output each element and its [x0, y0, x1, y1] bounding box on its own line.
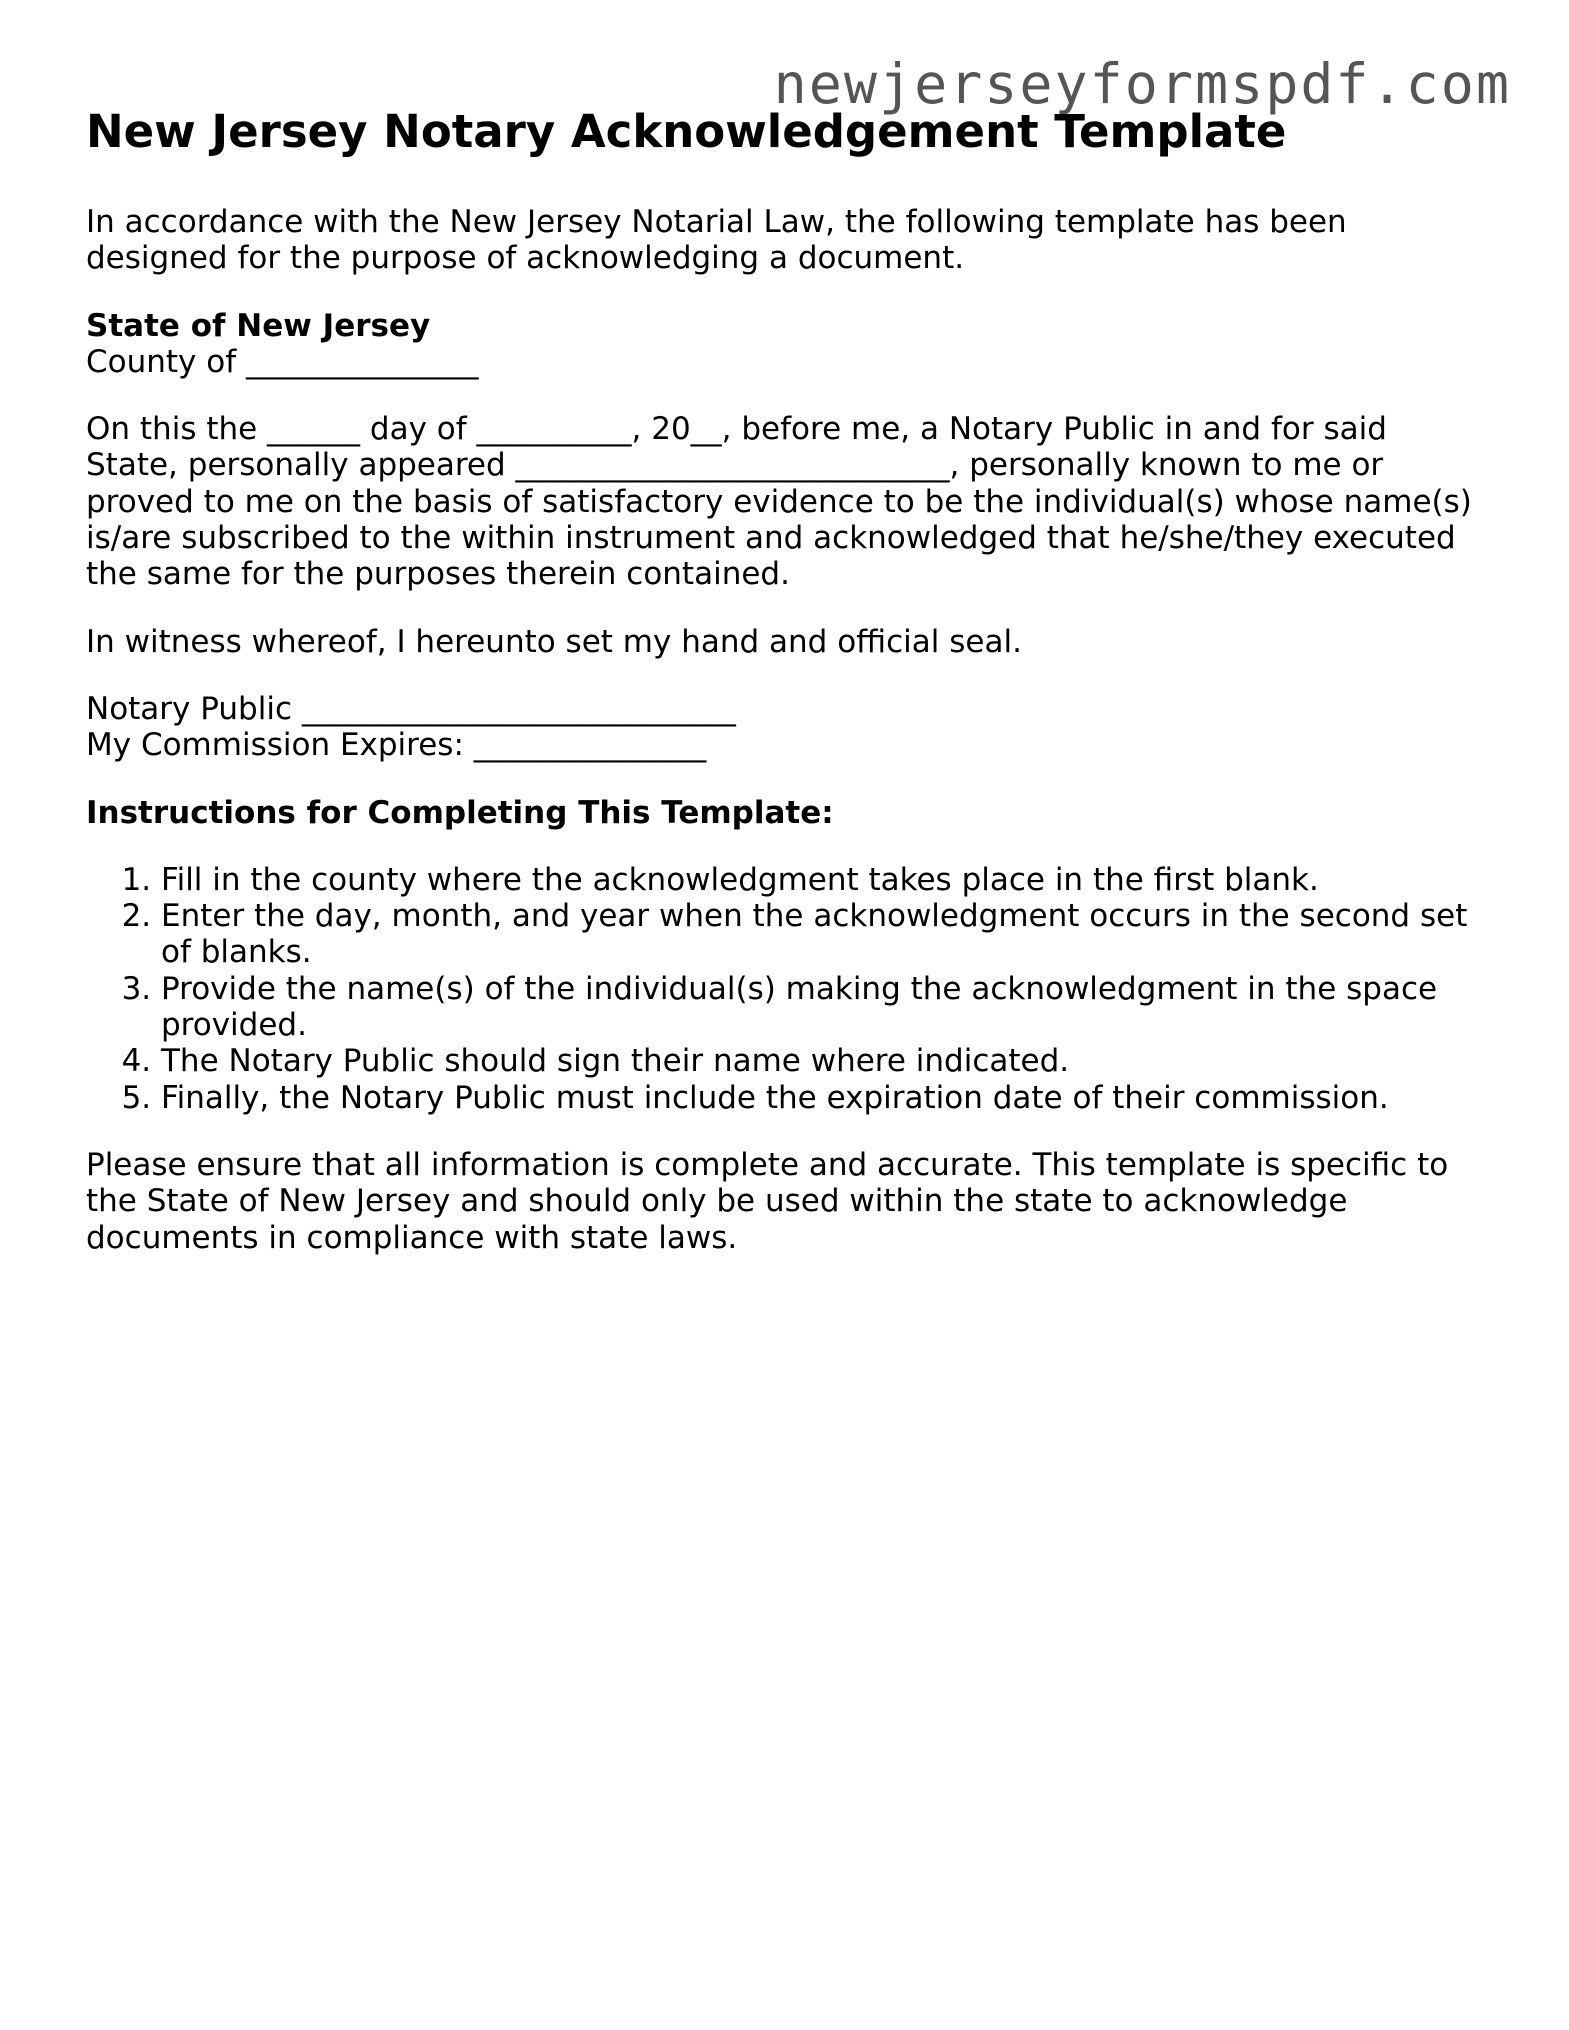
list-item: 1. Fill in the county where the acknowledgment takes place in the first blank.: [161, 862, 1486, 898]
venue-block: [86, 308, 1486, 381]
county-line: County of _______________: [86, 343, 479, 380]
list-item: 4. The Notary Public should sign their name where indicated.: [161, 1043, 1486, 1079]
list-item: 3. Provide the name(s) of the individual(s) making the acknowledgment in the space provided.: [161, 971, 1486, 1044]
witness-paragraph: In witness whereof, I hereunto set my hand and official seal.: [86, 623, 1022, 660]
state-heading: State of New Jersey: [86, 307, 431, 344]
list-item: 2. Enter the day, month, and year when the acknowledgment occurs in the second set of blanks.: [161, 898, 1486, 971]
acknowledgment-paragraph: On this the ______ day of __________, 20__, before me, a Notary Public in and for said State, personally appeared ____________________________, personally known to me or proved to me on the basis of satisfactory evidence to be the individual(s) whose name(s) is/are subscribed to the within instrument and acknowledged that he/she/they executed the same for the purposes therein contained.: [86, 411, 1472, 593]
intro-paragraph: In accordance with the New Jersey Notarial Law, the following template has been designed for the purpose of acknowledging a document.: [86, 204, 1347, 277]
instructions-heading: Instructions for Completing This Template:: [86, 794, 834, 831]
closing-paragraph: Please ensure that all information is complete and accurate. This template is specific to the State of New Jersey and should only be used within the state to acknowledge documents in compliance with state laws.: [86, 1146, 1449, 1256]
notary-public-line: Notary Public ____________________________: [86, 690, 736, 727]
instructions-list: [86, 862, 1486, 1116]
document-page: [86, 102, 1486, 1287]
list-item: 5. Finally, the Notary Public must include the expiration date of their commission.: [161, 1080, 1486, 1116]
commission-expires-line: My Commission Expires: _______________: [86, 727, 707, 764]
page-title: New Jersey Notary Acknowledgement Template: [86, 105, 1287, 158]
watermark: newjerseyformspdf.com: [773, 52, 1511, 116]
signature-block: [86, 691, 1486, 764]
